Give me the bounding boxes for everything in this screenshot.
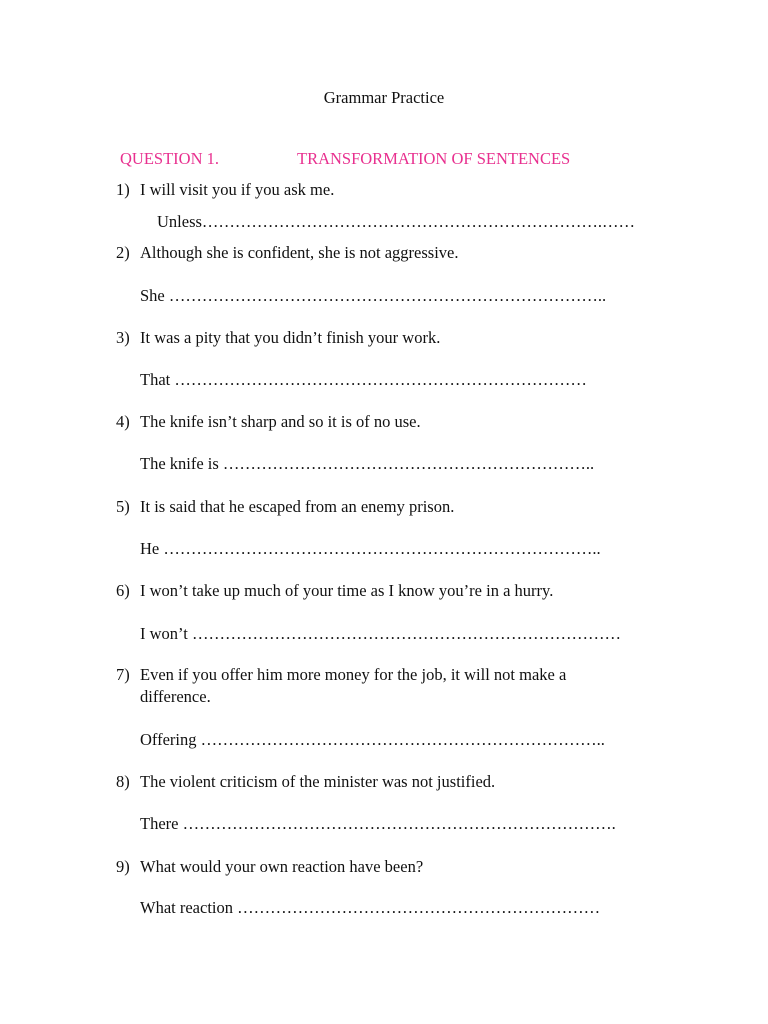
item-number: 8)	[116, 772, 130, 791]
item-number: 9)	[116, 857, 130, 876]
item-number: 7)	[116, 665, 130, 684]
item-number: 6)	[116, 581, 130, 600]
item-sentence: The violent criticism of the minister was not justified.	[140, 772, 496, 791]
item-sentence: Although she is confident, she is not aggressive.	[140, 243, 459, 262]
item-answer-prompt[interactable]: What reaction …………………………………………………………	[140, 898, 601, 917]
item-answer-prompt[interactable]: He ……………………………………………………………………..	[140, 539, 601, 558]
item-answer-prompt[interactable]: The knife is …………………………………………………………..	[140, 454, 595, 473]
item-number: 2)	[116, 243, 130, 262]
item-answer-prompt[interactable]: That …………………………………………………………………	[140, 370, 587, 389]
item-sentence: The knife isn’t sharp and so it is of no use.	[140, 412, 421, 431]
item-answer-prompt[interactable]: Offering ………………………………………………………………..	[140, 730, 605, 749]
item-answer-prompt[interactable]: She ……………………………………………………………………..	[140, 286, 607, 305]
item-answer-prompt[interactable]: There …………………………………………………………………….	[140, 814, 616, 833]
item-sentence: It was a pity that you didn’t finish your work.	[140, 328, 441, 347]
item-sentence: I won’t take up much of your time as I know you’re in a hurry.	[140, 581, 554, 600]
question-label: QUESTION 1.	[120, 149, 219, 168]
item-answer-prompt[interactable]: Unless……………………………………………………………….……	[157, 212, 636, 231]
item-sentence: What would your own reaction have been?	[140, 857, 424, 876]
item-number: 1)	[116, 180, 130, 199]
item-sentence: Even if you offer him more money for the job, it will not make a	[140, 665, 567, 684]
item-sentence: I will visit you if you ask me.	[140, 180, 335, 199]
item-sentence: It is said that he escaped from an enemy prison.	[140, 497, 455, 516]
item-sentence-continued: difference.	[140, 687, 211, 706]
page-title: Grammar Practice	[323, 88, 445, 107]
item-number: 3)	[116, 328, 130, 347]
item-number: 5)	[116, 497, 130, 516]
item-answer-prompt[interactable]: I won’t ……………………………………………………………………	[140, 624, 621, 643]
item-number: 4)	[116, 412, 130, 431]
question-topic: TRANSFORMATION OF SENTENCES	[297, 149, 571, 168]
